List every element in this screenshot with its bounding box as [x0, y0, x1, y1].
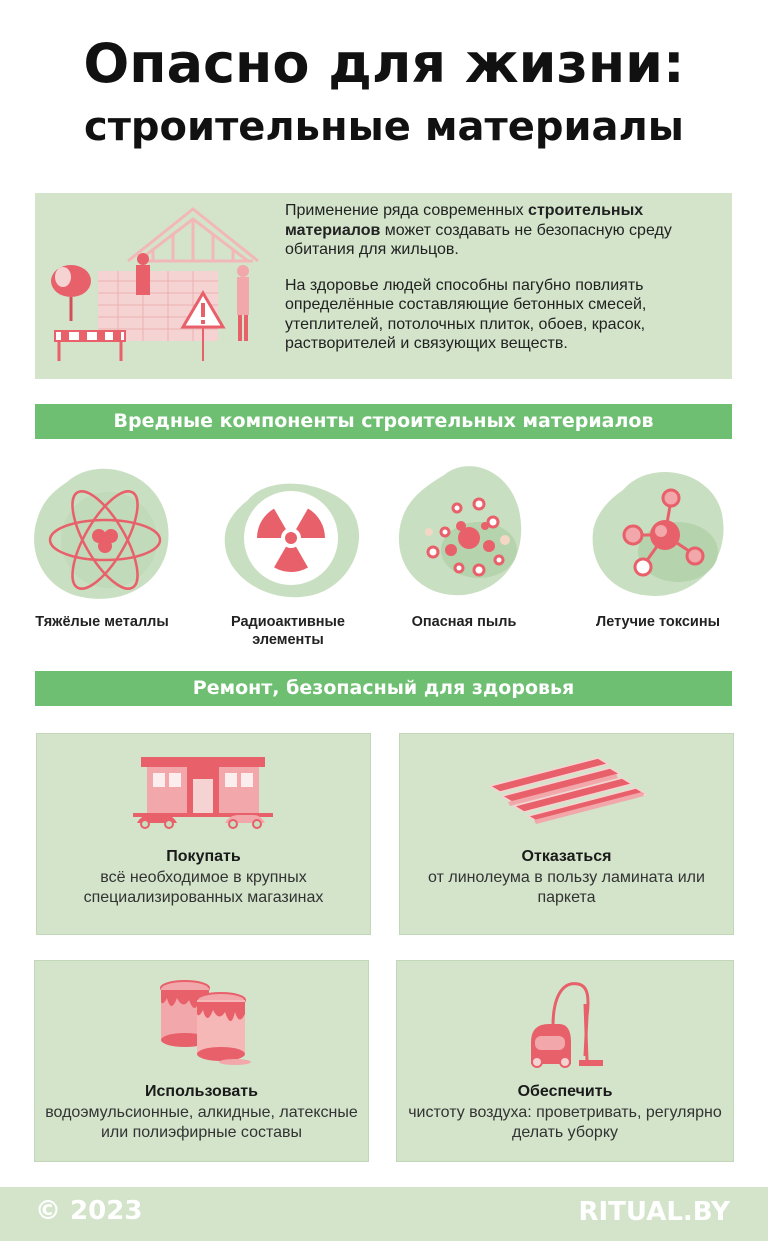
- atom-icon: [27, 460, 177, 605]
- intro-paragraph-1: [285, 201, 710, 260]
- intro-p1-end: может создавать не безопасную среду обитания для жильцов.: [285, 221, 672, 258]
- radiation-icon: [213, 460, 363, 605]
- intro-paragraph-2: На здоровье людей способны пагубно повлиять определённые составляющие бетонных смесей, утеплителей, потолочных плиток, обоев, красок, растворителей и связующих веществ.: [285, 276, 647, 352]
- footer: [0, 1187, 768, 1241]
- title-line-2: строительные материалы: [84, 104, 684, 150]
- construction-illustration-icon: [43, 201, 273, 371]
- card-title: Использовать: [145, 1083, 258, 1100]
- copyright: © 2023: [35, 1196, 143, 1226]
- component-label: Тяжёлые металлы: [35, 614, 169, 630]
- card-title: Обеспечить: [517, 1083, 613, 1100]
- component-label: Радиоактивные элементы: [231, 614, 345, 648]
- component-label: Опасная пыль: [411, 614, 517, 630]
- card-buy: [36, 733, 371, 935]
- brand-logo[interactable]: RITUAL.BY: [578, 1197, 730, 1227]
- intro-panel: [35, 193, 732, 379]
- card-title: Отказаться: [521, 848, 612, 865]
- page-title: [0, 30, 768, 154]
- component-volatile-toxins: [578, 460, 738, 631]
- component-dangerous-dust: [384, 460, 544, 631]
- molecule-icon: [583, 460, 733, 605]
- intro-text: [285, 201, 710, 370]
- store-icon: [133, 749, 273, 829]
- card-title: Покупать: [166, 848, 241, 865]
- card-text: всё необходимое в крупных специализированных магазинах: [83, 869, 324, 906]
- intro-p1-bold: строительных материалов: [285, 202, 644, 239]
- component-radioactive: [208, 460, 368, 649]
- component-heavy-metals: [22, 460, 182, 631]
- card-use: [34, 960, 369, 1162]
- card-refuse: [399, 733, 734, 935]
- dust-particles-icon: [389, 460, 539, 605]
- paint-cans-icon: [155, 976, 255, 1066]
- intro-p1-start: Применение ряда современных: [285, 202, 529, 219]
- card-text: от линолеума в пользу ламината или паркета: [428, 869, 705, 906]
- card-text: чистоту воздуха: проветривать, регулярно делать уборку: [408, 1104, 722, 1141]
- title-line-1: Опасно для жизни:: [83, 32, 685, 95]
- section-harmful-components-header: Вредные компоненты строительных материалов: [35, 404, 732, 439]
- card-ensure: [396, 960, 734, 1162]
- vacuum-cleaner-icon: [523, 976, 613, 1068]
- section-safe-renovation-header: Ремонт, безопасный для здоровья: [35, 671, 732, 706]
- component-label: Летучие токсины: [596, 614, 720, 630]
- planks-icon: [488, 756, 648, 826]
- card-text: водоэмульсионные, алкидные, латексные или полиэфирные составы: [45, 1104, 358, 1141]
